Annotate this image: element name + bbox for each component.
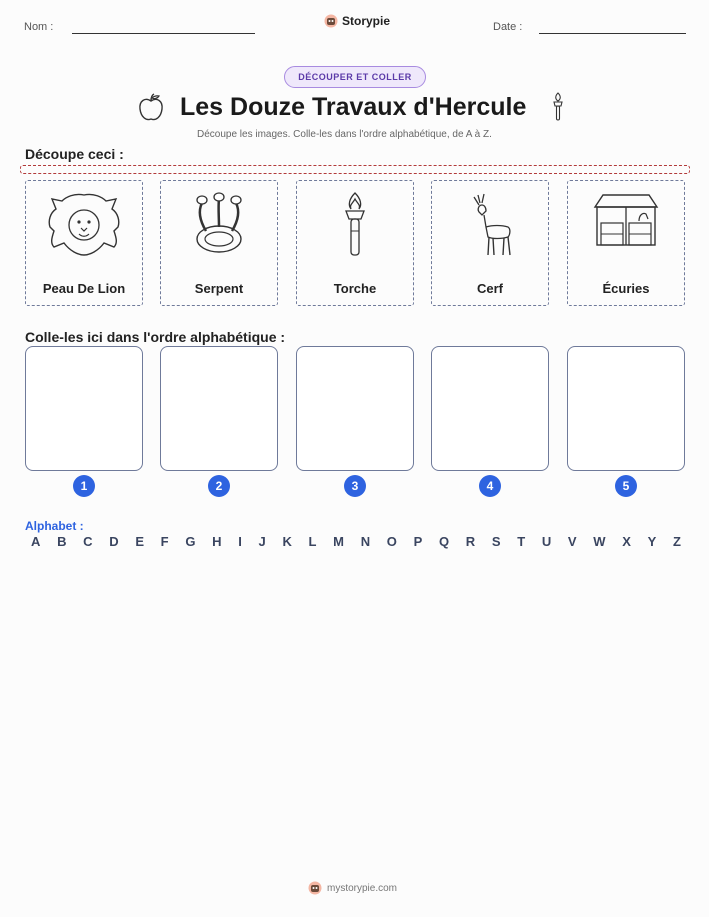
letter: Q: [438, 534, 450, 549]
name-label: Nom :: [24, 21, 54, 33]
number-badge-5: 5: [615, 475, 637, 497]
letter: O: [386, 534, 397, 549]
letter: T: [517, 534, 526, 549]
letter: Z: [672, 534, 681, 549]
torch-icon: [340, 191, 370, 259]
letter: F: [160, 534, 169, 549]
letter: V: [567, 534, 577, 549]
letter: G: [185, 534, 196, 549]
paste-box-5[interactable]: [567, 346, 685, 471]
letter: E: [135, 534, 144, 549]
letter: L: [308, 534, 317, 549]
letter: M: [333, 534, 344, 549]
card-label-cerf: Cerf: [476, 281, 503, 296]
letter: C: [83, 534, 93, 549]
letter: A: [31, 534, 41, 549]
hydra-serpent-icon: [186, 191, 252, 257]
cut-card-cerf[interactable]: [431, 180, 549, 306]
card-label-ecuries: Écuries: [602, 281, 650, 296]
storypie-logo-icon: [324, 14, 338, 28]
cut-card-peau-de-lion[interactable]: [25, 180, 143, 306]
letter: S: [491, 534, 501, 549]
cut-line: [20, 165, 690, 174]
lion-skin-icon: [46, 191, 122, 257]
footer: [308, 881, 397, 895]
paste-box-3[interactable]: [296, 346, 414, 471]
cut-card-ecuries[interactable]: [567, 180, 685, 306]
date-label: Date :: [493, 21, 523, 33]
brand-header: [324, 14, 390, 28]
torch-icon: [550, 92, 566, 122]
letter: W: [593, 534, 606, 549]
storypie-logo-icon: [308, 881, 322, 895]
number-badge-4: 4: [479, 475, 501, 497]
letter: D: [109, 534, 119, 549]
number-badge-1: 1: [73, 475, 95, 497]
letter: R: [465, 534, 476, 549]
cut-card-serpent[interactable]: [160, 180, 278, 306]
footer-url[interactable]: mystorypie.com: [327, 882, 398, 894]
letter: B: [57, 534, 67, 549]
letter: X: [622, 534, 631, 549]
paste-box-4[interactable]: [431, 346, 549, 471]
activity-badge: DÉCOUPER ET COLLER: [284, 66, 426, 88]
stable-icon: [591, 191, 661, 249]
letter: N: [360, 534, 371, 549]
cut-section-heading: Découpe ceci :: [25, 146, 124, 162]
card-label-peau-de-lion: Peau De Lion: [42, 281, 126, 296]
letter: U: [541, 534, 552, 549]
apple-icon: [137, 92, 165, 122]
page-title: Les Douze Travaux d'Hercule: [180, 93, 527, 121]
date-line[interactable]: [539, 33, 686, 34]
paste-box-2[interactable]: [160, 346, 278, 471]
instructions: Découpe les images. Colle-les dans l'ordre alphabétique, de A à Z.: [197, 129, 492, 140]
letter: J: [258, 534, 266, 549]
card-label-torche: Torche: [333, 281, 377, 296]
letter: P: [413, 534, 423, 549]
card-label-serpent: Serpent: [194, 281, 244, 296]
cut-card-torche[interactable]: [296, 180, 414, 306]
letter: I: [238, 534, 242, 549]
paste-box-1[interactable]: [25, 346, 143, 471]
name-line[interactable]: [72, 33, 255, 34]
letter: Y: [647, 534, 657, 549]
alphabet-row: [31, 534, 681, 549]
letter: H: [212, 534, 222, 549]
alphabet-heading: Alphabet :: [25, 519, 84, 533]
deer-icon: [462, 191, 518, 259]
number-badge-3: 3: [344, 475, 366, 497]
number-badge-2: 2: [208, 475, 230, 497]
paste-section-heading: Colle-les ici dans l'ordre alphabétique :: [25, 329, 286, 345]
brand-name: Storypie: [342, 14, 391, 28]
letter: K: [282, 534, 292, 549]
